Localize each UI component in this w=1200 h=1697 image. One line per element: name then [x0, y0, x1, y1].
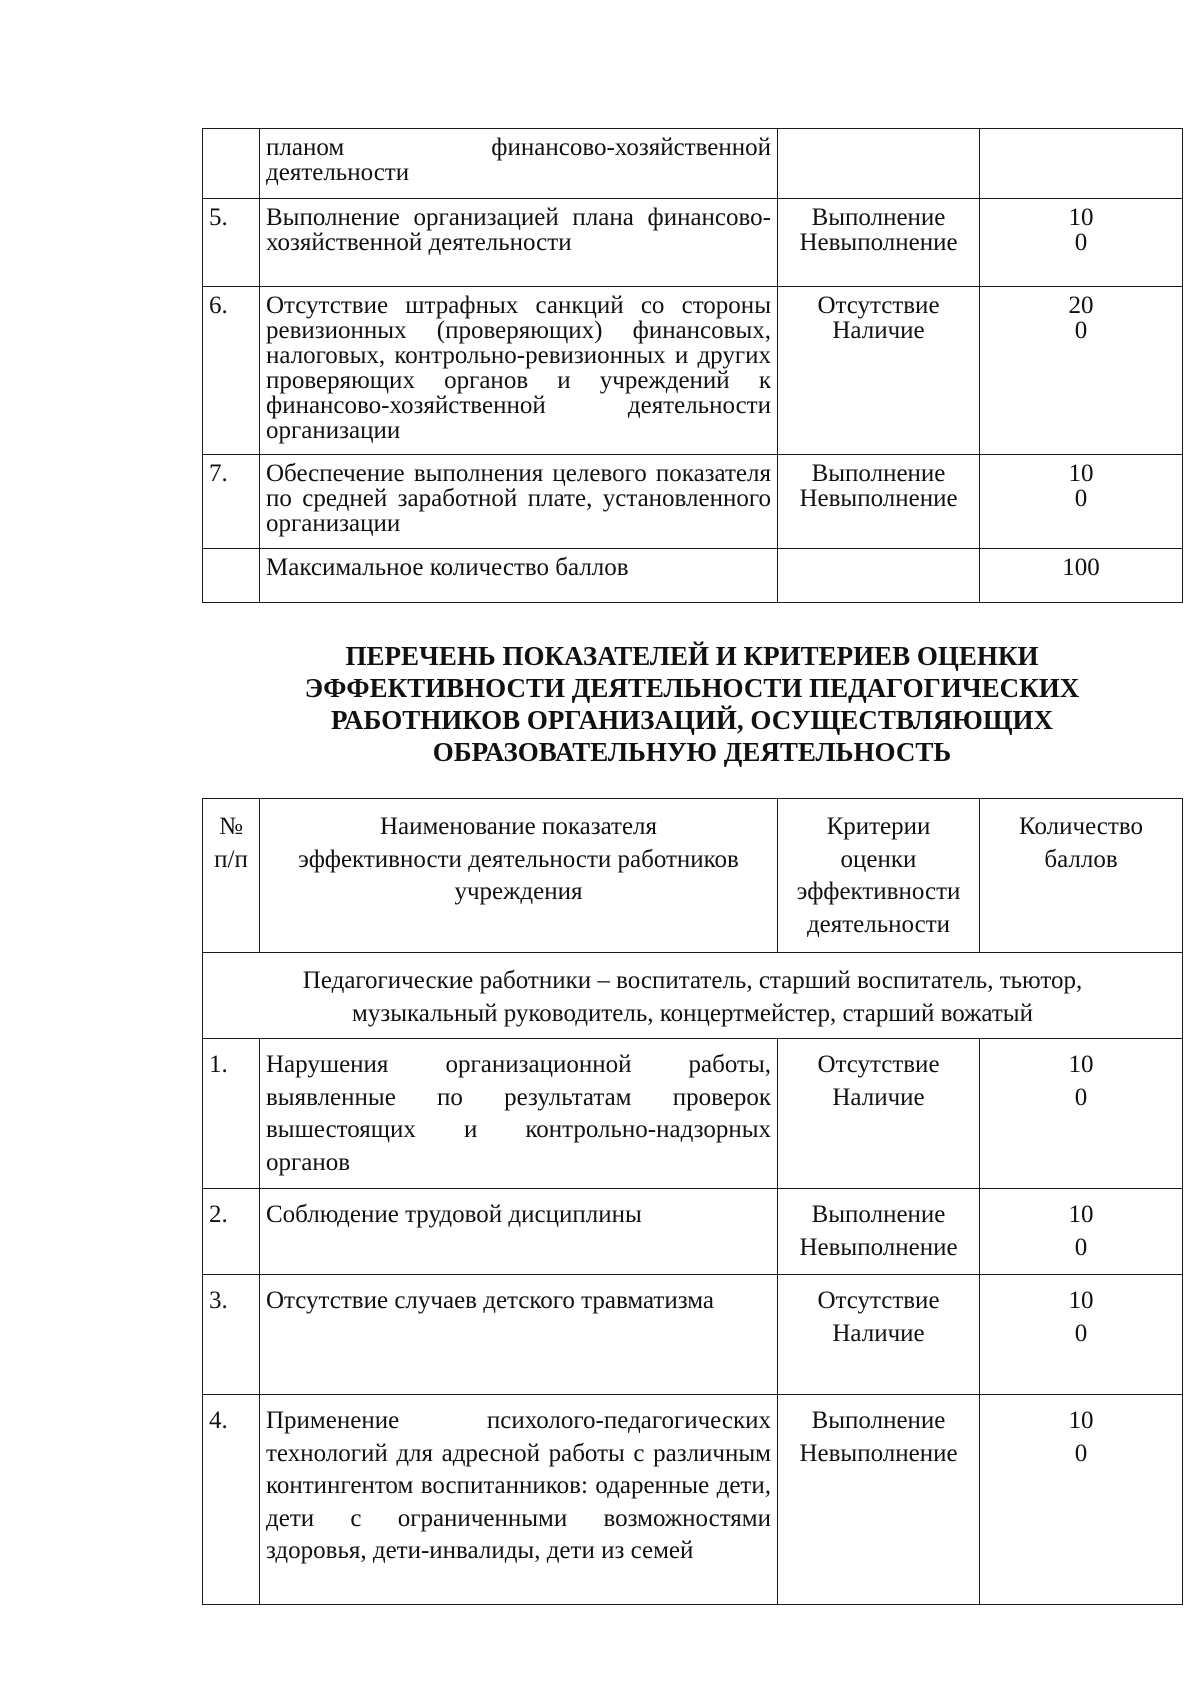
- points-cell: 100: [980, 549, 1183, 603]
- table-row: [203, 287, 1183, 455]
- points-cell: 20 0: [980, 287, 1183, 455]
- indicator-name: Выполнение организацией плана финансово-хозяйственной деятельности: [260, 199, 778, 287]
- points-cell: 10 0: [980, 1189, 1183, 1275]
- criteria-cell: Отсутствие Наличие: [778, 1039, 980, 1189]
- table-row: [203, 549, 1183, 603]
- criteria-cell: Выполнение Невыполнение: [778, 455, 980, 549]
- table-row: [203, 455, 1183, 549]
- points-cell: 10 0: [980, 1395, 1183, 1605]
- points-cell: 10 0: [980, 1039, 1183, 1189]
- header-name: Наименование показателя эффективности деятельности работников учреждения: [260, 799, 778, 953]
- table-row: [203, 1395, 1183, 1605]
- criteria-cell: [778, 129, 980, 199]
- table-row: [203, 1189, 1183, 1275]
- table-row: [203, 1275, 1183, 1395]
- row-number: 2.: [203, 1189, 260, 1275]
- points-cell: [980, 129, 1183, 199]
- criteria-cell: Отсутствие Наличие: [778, 287, 980, 455]
- table-row: [203, 1039, 1183, 1189]
- pedagogical-indicators-table: [202, 798, 1183, 1605]
- indicator-name: Максимальное количество баллов: [260, 549, 778, 603]
- header-points: Количество баллов: [980, 799, 1183, 953]
- criteria-cell: [778, 549, 980, 603]
- indicators-table-continued: [202, 128, 1183, 603]
- indicator-name: Нарушения организационной работы, выявленные по результатам проверок вышестоящих и контрольно-надзорных органов: [260, 1039, 778, 1189]
- criteria-cell: Выполнение Невыполнение: [778, 1189, 980, 1275]
- points-cell: 10 0: [980, 199, 1183, 287]
- header-num: № п/п: [203, 799, 260, 953]
- criteria-cell: Выполнение Невыполнение: [778, 199, 980, 287]
- table-row: [203, 129, 1183, 199]
- group-heading: Педагогические работники – воспитатель, старший воспитатель, тьютор, музыкальный руководитель, концертмейстер, старший вожатый: [203, 953, 1183, 1039]
- section-title-line: РАБОТНИКОВ ОРГАНИЗАЦИЙ, ОСУЩЕСТВЛЯЮЩИХ: [331, 705, 1053, 735]
- criteria-cell: Выполнение Невыполнение: [778, 1395, 980, 1605]
- row-number: 3.: [203, 1275, 260, 1395]
- points-cell: 10 0: [980, 1275, 1183, 1395]
- criteria-cell: Отсутствие Наличие: [778, 1275, 980, 1395]
- row-number: 1.: [203, 1039, 260, 1189]
- indicator-name: Отсутствие штрафных санкций со стороны ревизионных (проверяющих) финансовых, налоговых, контрольно-ревизионных и других проверяющих органов и учреждений к финансово-хозяйственной деятельности организации: [260, 287, 778, 455]
- section-title-line: ОБРАЗОВАТЕЛЬНУЮ ДЕЯТЕЛЬНОСТЬ: [432, 737, 952, 767]
- group-row: [203, 953, 1183, 1039]
- points-cell: 10 0: [980, 455, 1183, 549]
- indicator-name: Соблюдение трудовой дисциплины: [260, 1189, 778, 1275]
- row-number: [203, 549, 260, 603]
- table-header-row: [203, 799, 1183, 953]
- header-criteria: Критерии оценки эффективности деятельности: [778, 799, 980, 953]
- row-number: [203, 129, 260, 199]
- section-title: [202, 640, 1182, 768]
- indicator-name: Применение психолого-педагогических технологий для адресной работы с различным контингентом воспитанников: одаренные дети, дети с ограниченными возможностями здоровья, дети-инвалиды, дети из семей: [260, 1395, 778, 1605]
- indicator-name: Отсутствие случаев детского травматизма: [260, 1275, 778, 1395]
- section-title-line: ПЕРЕЧЕНЬ ПОКАЗАТЕЛЕЙ И КРИТЕРИЕВ ОЦЕНКИ: [345, 641, 1039, 671]
- row-number: 4.: [203, 1395, 260, 1605]
- indicator-name: Обеспечение выполнения целевого показателя по средней заработной плате, установленного организации: [260, 455, 778, 549]
- indicator-name: планом финансово-хозяйственной деятельности: [260, 129, 778, 199]
- row-number: 7.: [203, 455, 260, 549]
- row-number: 6.: [203, 287, 260, 455]
- row-number: 5.: [203, 199, 260, 287]
- table-row: [203, 199, 1183, 287]
- section-title-line: ЭФФЕКТИВНОСТИ ДЕЯТЕЛЬНОСТИ ПЕДАГОГИЧЕСКИХ: [304, 673, 1080, 703]
